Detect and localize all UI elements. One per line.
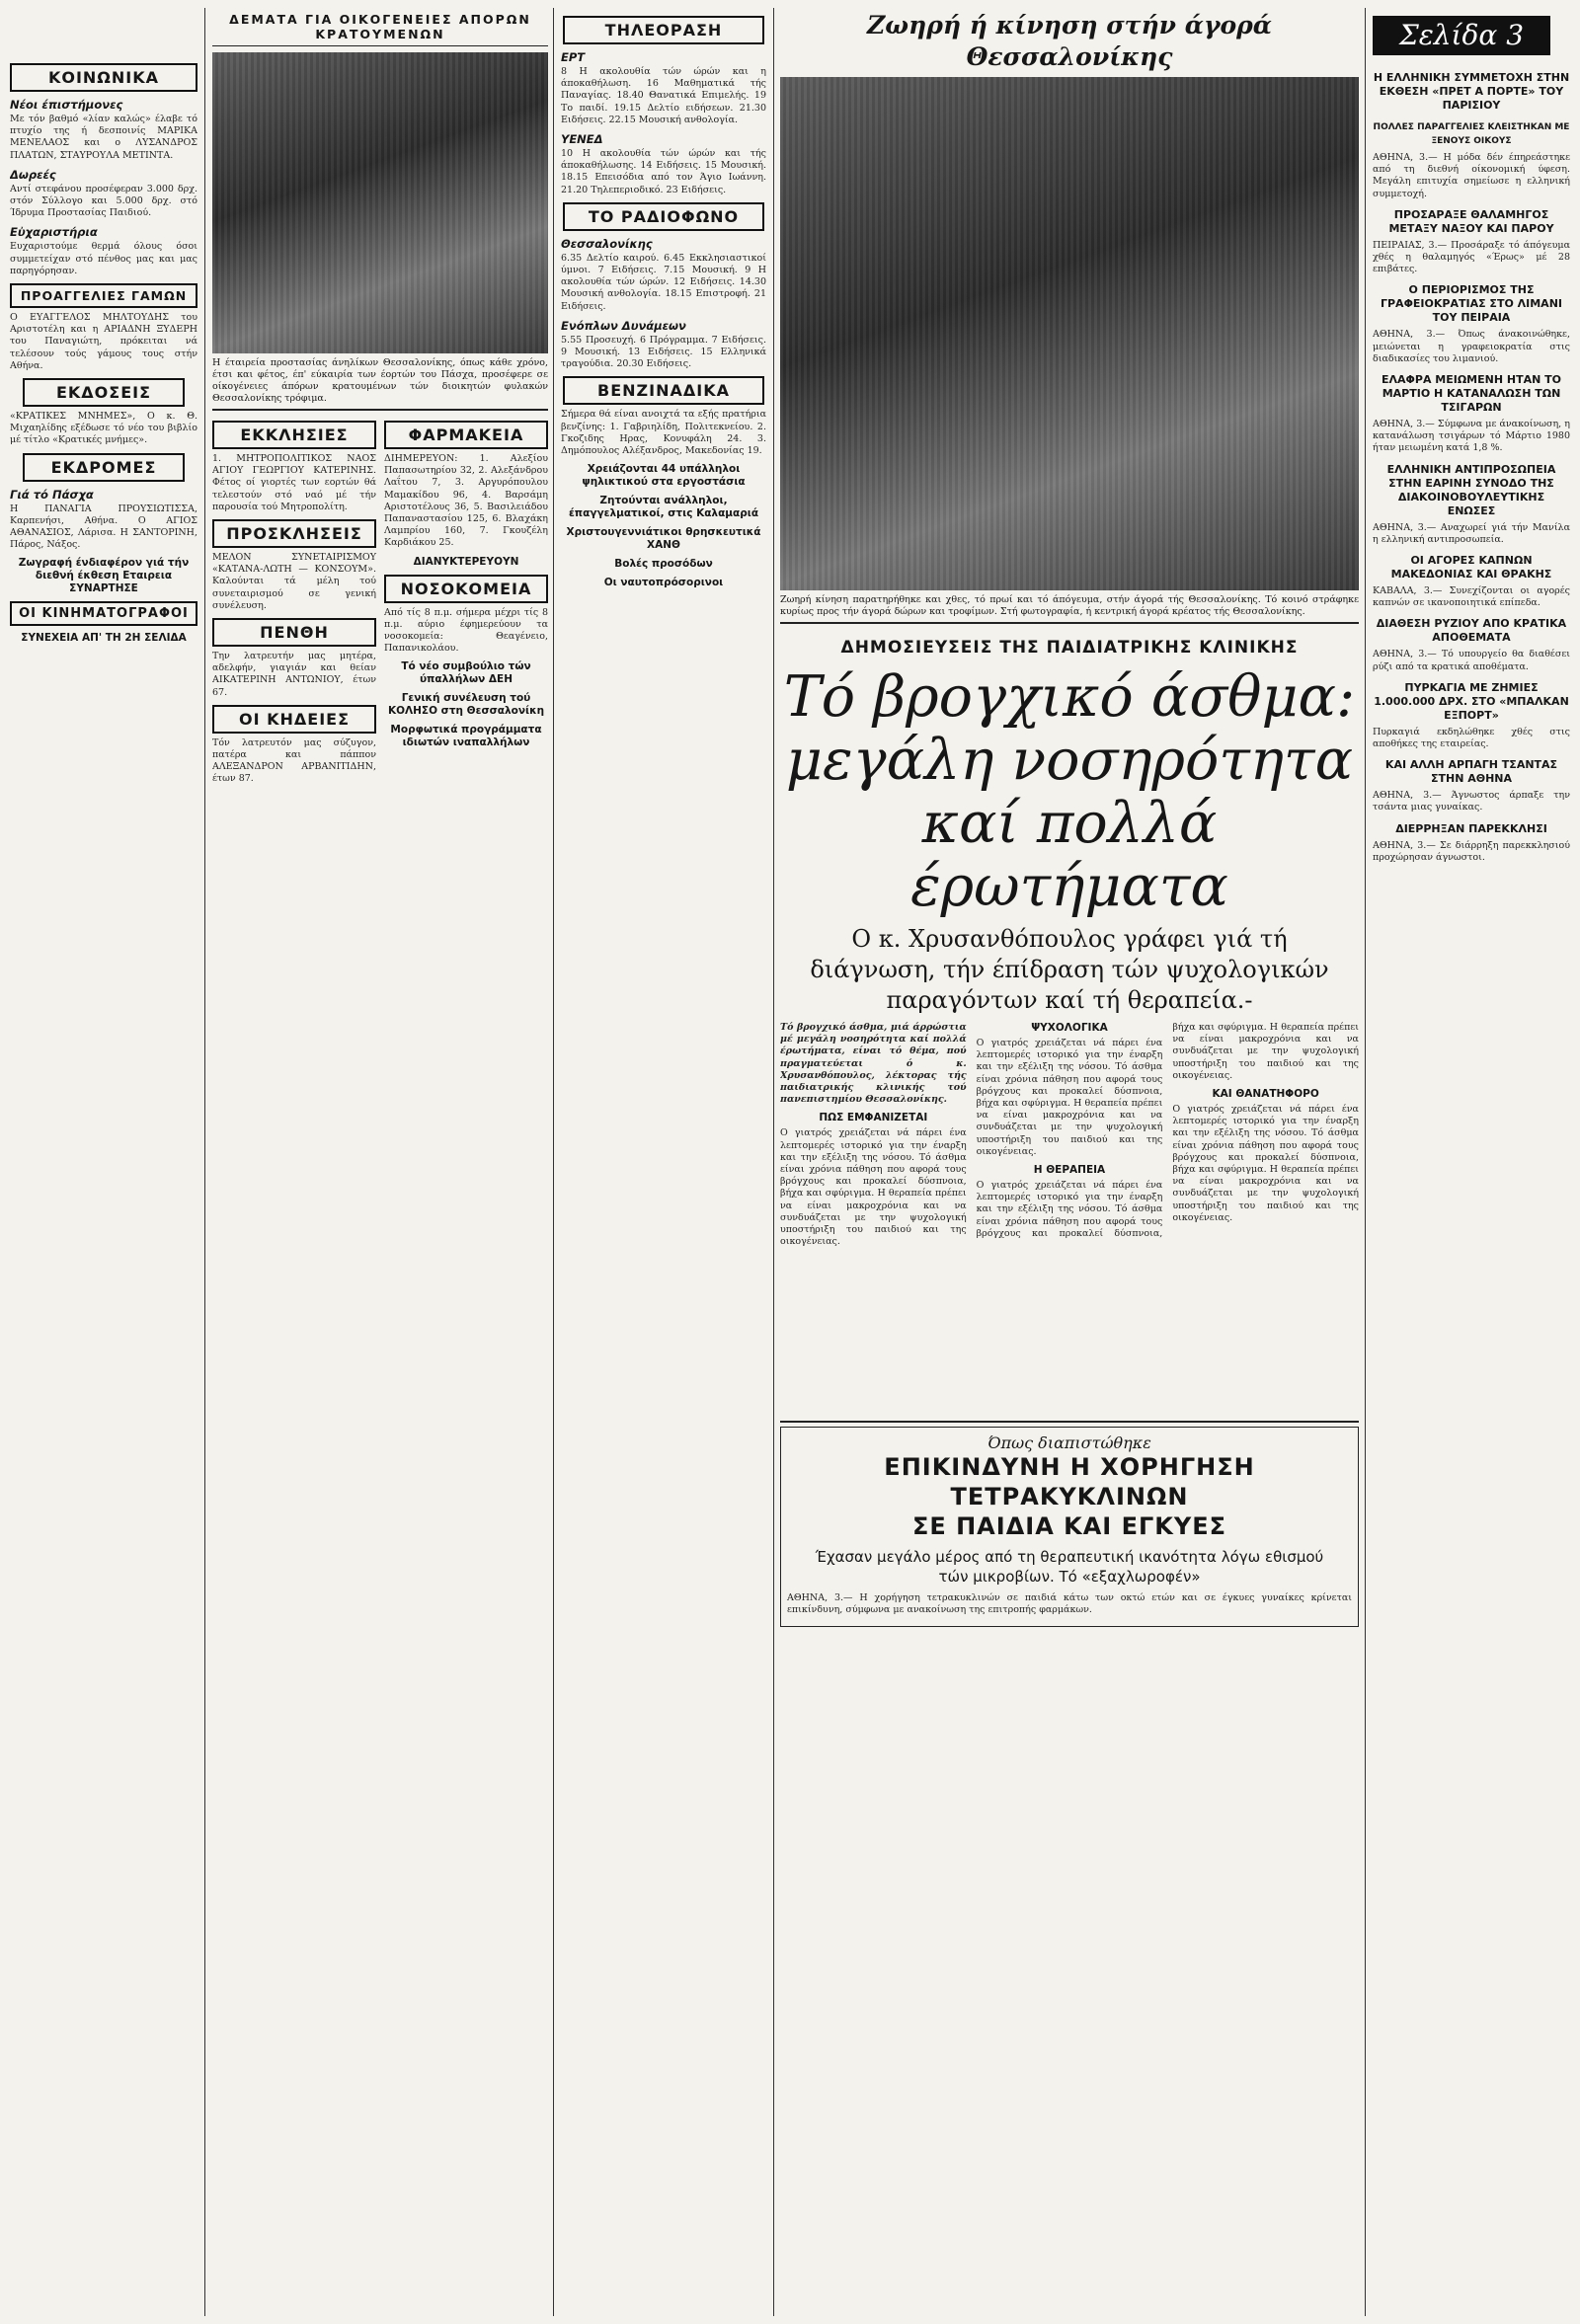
box-headline-1: ΕΠΙΚΙΝΔΥΝΗ Η ΧΟΡΗΓΗΣΗ [884,1453,1255,1481]
section-head-kideies: ΟΙ ΚΗΔΕΙΕΣ [212,705,375,734]
subhead-zitountai: Ζητούνται ανάλληλοι, έπαγγελματικοί, στις Καλαμαριά [568,495,759,520]
text-farmakeia: ΔΙΗΜΕΡΕΥΟΝ: 1. Αλεξίου Παπασωτηρίου 32, 2. Αλεξάνδρου Λαΐτου 7, 3. Αργυρόπουλου Μαμακίδου 96, 4. Βαρσάμη Αριστοτέλους 36, 5. Βασιλειάδου Παπαναστασίου 125, 6. Βλαχάκη Λαμπρίου 160, 7. Γκουζέλη Καρδιάκου 25. [384,453,548,549]
text-enoplon: 5.55 Προσευχή. 6 Πρόγραμμα. 7 Ειδήσεις. 9 Μουσική. 13 Ειδήσεις. 15 Ελληνικά τραγούδια. 20.30 Ειδήσεις. [561,334,766,370]
photo-headline: ΔΕΜΑΤΑ ΓΙΑ ΟΙΚΟΓΕΝΕΙΕΣ ΑΠΟΡΩΝ ΚΡΑΤΟΥΜΕΝΩΝ [212,10,548,46]
text-ekdoseis: «ΚΡΑΤΙΚΕΣ ΜΝΗΜΕΣ», Ο κ. Θ. Μιχαηλίδης εξέδωσε τό νέο του βιβλίο μέ τίτλο «Κρατικές μνήμες». [10,411,198,446]
headline-line-2: μεγάλη νοσηρότητα [785,728,1354,793]
brief-head-9: ΚΑΙ ΑΛΛΗ ΑΡΠΑΓΗ ΤΣΑΝΤΑΣ ΣΤΗΝ ΑΘΗΝΑ [1384,758,1558,786]
brief-head-6: ΟΙ ΑΓΟΡΕΣ ΚΑΠΝΩΝ ΜΑΚΕΔΟΝΙΑΣ ΚΑΙ ΘΡΑΚΗΣ [1390,554,1552,581]
subhead-thessaloniki: Θεσσαλονίκης [561,236,653,251]
brief-text-2: ΠΕΙΡΑΙΑΣ, 3.— Προσάραξε τό άπόγευμα χθές η θαλαμηγός «Έρως» μέ 28 επιβάτες. [1373,239,1570,275]
text-neoi: Με τόν βαθμό «λίαν καλώς» έλαβε τό πτυχίο της ή δεσποινίς ΜΑΡΙΚΑ ΜΕΝΕΛΑΟΣ και ο ΛΥΣΑΝΔΡΟΣ ΠΛΑΤΩΝ, ΣΤΑΥΡΟΥΛΑ ΜΕΤΙΝΤΑ. [10,114,198,161]
headline-line-1: Τό βρογχικό άσθμα: [783,664,1356,730]
brief-text-8: Πυρκαγιά εκδηλώθηκε χθές στις αποθήκες της εταιρείας. [1373,726,1570,750]
column-briefs [1373,63,1570,2316]
brief-head-5: ΕΛΛΗΝΙΚΗ ΑΝΤΙΠΡΟΣΩΠΕΙΑ ΣΤΗΝ ΕΑΡΙΝΗ ΣΥΝΟΔΟ ΤΗΣ ΔΙΑΚΟΙΝΟΒΟΥΛΕΥΤΙΚΗΣ ΕΝΩΣΕΣ [1386,462,1556,517]
standfirst: Ο κ. Χρυσανθόπουλος γράφει γιά τή διάγνωση, τήν έπίδραση τών ψυχολογικών παραγόντων καί τή θεραπεία.- [810,925,1329,1014]
photo-headline-agora: Ζωηρή ή κίνηση στήν άγορά Θεσσαλονίκης [866,11,1273,71]
section-head-ekklisies: ΕΚΚΛΗΣΙΕΣ [212,421,375,449]
brief-head-3: Ο ΠΕΡΙΟΡΙΣΜΟΣ ΤΗΣ ΓΡΑΦΕΙΟΚΡΑΤΙΑΣ ΣΤΟ ΛΙΜΑΝΙ ΤΟΥ ΠΕΙΡΑΙΑ [1380,283,1562,325]
text-radio: 6.35 Δελτίο καιρού. 6.45 Εκκλησιαστικοί ύμνοι. 7 Ειδήσεις. 7.15 Μουσική. 9 Η ακολουθία τών ώρών. 12 Ειδήσεις. 14.30 Μουσική ανθολογία. 18.15 Επιστροφή. 21 Ειδήσεις. [561,252,766,312]
section-head-gamoi: ΠΡΟΑΓΓΕΛΙΕΣ ΓΑΜΩΝ [10,283,198,308]
text-ert: 8 Η ακολουθία τών ώρών και η άποκαθήλωση. 16 Μαθηματικά τής Παναγίας. 18.40 Θανατικά Επιμελής. 19 Το παιδί. 19.15 Δελτίο ειδήσεων. 21.30 Ειδήσεις. 22.15 Μουσική ανθολογία. [561,66,766,125]
column-rule [773,8,774,2316]
notices-right [384,415,548,790]
subhead-enoplon: Ενόπλων Δυνάμεων [561,318,686,333]
subhead-diangykterevoun: ΔΙΑΝΥΚΤΕΡΕΥΟΥΝ [413,555,519,568]
box-text: ΑΘΗΝΑ, 3.— Η χορήγηση τετρακυκλινών σε παιδιά κάτω των οκτώ ετών και σε έγκυες γυναίκες κρίνεται επικίνδυνη, σύμφωνα με ανακοίνωση της επιτροπής φαρμάκων. [787,1592,1352,1616]
brief-head-8: ΠΥΡΚΑΓΙΑ ΜΕ ΖΗΜΙΕΣ 1.000.000 ΔΡΧ. ΣΤΟ «ΜΠΑΛΚΑΝ ΕΞΠΟΡΤ» [1374,680,1569,722]
page-number-tag: Σελίδα 3 [1373,16,1550,55]
article-text-1: Ο γιατρός χρειάζεται νά πάρει ένα λεπτομερές ιστορικό για την έναρξη και την εξέλιξη της νόσου. Τό άσθμα είναι χρόνια πάθηση που αφορά τους βρόγχους και προκαλεί δύσπνοια, βήχα και σφύριγμα. Η θεραπεία πρέπει να είναι μακροχρόνια και να συνδυάζεται με την ψυχολογική υποστήριξη του παιδιού και της οικογένειας. [780,1127,967,1248]
column-broadcast [561,10,766,2316]
text-penthi: Την λατρευτήν μας μητέρα, αδελφήν, γιαγιάν και θείαν ΑΙΚΑΤΕΡΙΝΗ ΑΝΤΩΝΙΟΥ, έτων 67. [212,651,376,698]
divider [780,1421,1359,1423]
kicker-paidiatriki: ΔΗΜΟΣΙΕΥΣΕΙΣ ΤΗΣ ΠΑΙΔΙΑΤΡΙΚΗΣ ΚΛΙΝΙΚΗΣ [840,638,1299,658]
brief-subhead-1: ΠΟΛΛΕΣ ΠΑΡΑΓΓΕΛΙΕΣ ΚΛΕΙΣΤΗΚΑΝ ΜΕ ΞΕΝΟΥΣ ΟΙΚΟΥΣ [1373,122,1570,146]
subhead-therapeia: Η ΘΕΡΑΠΕΙΑ [1033,1164,1106,1177]
section-head-tileorasi: ΤΗΛΕΟΡΑΣΗ [563,16,763,44]
text-nosokomeia: Από τίς 8 π.μ. σήμερα μέχρι τίς 8 π.μ. αύριο έφημερεύουν τα νοσοκομεία: Θεαγένειο, Παπανικολάου. [384,606,548,655]
box-headline-2: ΤΕΤΡΑΚΥΚΛΙΝΩΝ [950,1483,1189,1511]
photo-caption-agora: Ζωηρή κίνηση παρατηρήθηκε και χθες, τό πρωί και τό άπόγευμα, στήν άγορά τής Θεσσαλονίκης. Τό κοινό στράφηκε κυρίως προς τήν άγορά δώρων και τροφίμων. Στή φωτογραφία, ή κεντρική άγορά κρέατος τής Θεσσαλονίκης. [780,594,1359,617]
notices-grid [212,415,548,790]
subhead-dorees: Δωρεές [10,167,56,182]
article-intro: Τό βρογχικό άσθμα, μιά άρρώστια μέ μεγάλη νοσηρότητα καί πολλά έρωτήματα, είναι τό θέμα, πού πραγματεύεται ό κ. Χρυσανθόπουλος, λέκτορας τής παιδιατρικής κλινικής τού πανεπιστημίου Θεσσαλονίκης. [780,1022,967,1106]
brief-text-1: ΑΘΗΝΑ, 3.— Η μόδα δέν έπηρεάστηκε από τη διεθνή οίκονομική ύφεση. Μεγάλη επιτυχία σημείωσε η ελληνική συμμετοχή. [1373,152,1570,199]
section-head-nosokomeia: ΝΟΣΟΚΟΜΕΙΑ [384,575,547,603]
section-head-penthi: ΠΕΝΘΗ [212,618,375,647]
brief-head-1: Η ΕΛΛΗΝΙΚΗ ΣΥΜΜΕΤΟΧΗ ΣΤΗΝ ΕΚΘΕΣΗ «ΠΡΕΤ Α ΠΟΡΤΕ» ΤΟΥ ΠΑΡΙΣΙΟΥ [1373,71,1570,112]
box-subhead: Έχασαν μεγάλο μέρος από τη θεραπευτική ικανότητα λόγω εθισμού τών μικροβίων. Τό «εξαχλωροφέν» [815,1548,1324,1586]
subhead-koinoniki: Γενική συνέλευση τού ΚΟΛΗΣΟ στη Θεσσαλονίκη [387,692,545,718]
subhead-yened: ΥΕΝΕΔ [561,132,603,147]
subhead-xreiazetai: Χρειάζονται 44 υπάλληλοι ψηλικτικού στα εργοστάσια [582,463,746,489]
brief-text-5: ΑΘΗΝΑ, 3.— Αναχωρεί γιά τήν Μανίλα η ελληνική αντιπροσωπεία. [1373,521,1570,545]
article-text-4: Ο γιατρός χρειάζεται νά πάρει ένα λεπτομερές ιστορικό για την έναρξη και την εξέλιξη της νόσου. Τό άσθμα είναι χρόνια πάθηση που αφορά τους βρόγχους και προκαλεί δύσπνοια, βήχα και σφύριγμα. Η θεραπεία πρέπει να είναι μακροχρόνια και να συνδυάζεται με την ψυχολογική υποστήριξη του παιδιού και της οικογένειας. [1172,1104,1359,1223]
subhead-psychologia: ΨΥΧΟΛΟΓΙΚΑ [1031,1022,1108,1034]
brief-text-7: ΑΘΗΝΑ, 3.— Τό υπουργείο θα διαθέσει ρύζι από τα κρατικά αποθέματα. [1373,649,1570,672]
article-text-2: Ο γιατρός χρειάζεται νά πάρει ένα λεπτομερές ιστορικό για την έναρξη και την εξέλιξη της νόσου. Τό άσθμα είναι χρόνια πάθηση που αφορά τους βρόγχους και προκαλεί δύσπνοια, βήχα και σφύριγμα. Η θεραπεία πρέπει να είναι μακροχρόνια και να συνδυάζεται με την ψυχολογική υποστήριξη του παιδιού και της οικογένειας. [976,1038,1163,1157]
photo-agora [780,77,1359,590]
section-head-venzinadika: ΒΕΝΖΙΝΑΔΙΚΑ [563,376,763,405]
column-notices [212,10,548,2316]
text-ekklisies: 1. ΜΗΤΡΟΠΟΛΙΤΙΚΟΣ ΝΑΟΣ ΑΓΙΟΥ ΓΕΩΡΓΙΟΥ ΚΑΤΕΡΙΝΗΣ. Φέτος οί γιορτές των εορτών θά τελεστούν στό ναό μέ τήν παρουσία τού Μητροπολίτη. [212,453,376,512]
subhead-pascha: Γιά τό Πάσχα [10,487,94,502]
column-rule [553,8,554,2316]
photo-kratoumenoi [212,52,548,353]
text-proskliseis: ΜΕΛΟΝ ΣΥΝΕΤΑΙΡΙΣΜΟΥ «ΚΑΤΑΝΑ-ΛΩΤΗ — ΚΟΝΣΟΥΜ». Καλούνται τά μέλη τού συνεταιρισμού σε γενική συνέλευση. [212,552,376,611]
subhead-kinimatografoi: ΣΥΝΕΧΕΙΑ ΑΠ' ΤΗ 2Η ΣΕΛΙΔΑ [21,632,187,645]
subhead-emfanizetai: ΠΩΣ ΕΜΦΑΝΙΖΕΤΑΙ [819,1112,928,1124]
brief-text-3: ΑΘΗΝΑ, 3.— Όπως άνακοινώθηκε, μειώνεται η γραφειοκρατία στις διαδικασίες του λιμανιού. [1373,329,1570,364]
brief-text-6: ΚΑΒΑΛΑ, 3.— Συνεχίζονται οι αγορές καπνών σε ικανοποιητικά επίπεδα. [1373,585,1570,609]
brief-head-7: ΔΙΑΘΕΣΗ ΡΥΖΙΟΥ ΑΠΟ ΚΡΑΤΙΚΑ ΑΠΟΘΕΜΑΤΑ [1376,617,1567,645]
subhead-morfotika: Μορφωτικά προγράμματα ιδιωτών ιναπαλλήλων [390,724,542,749]
section-head-kinimatografoi: ΟΙ ΚΙΝΗΜΑΤΟΓΡΑΦΟΙ [10,601,198,626]
section-head-proskliseis: ΠΡΟΣΚΛΗΣΕΙΣ [212,519,375,548]
subhead-neoi: Νέοι έπιστήμονες [10,98,123,112]
subhead-to-neo: Τό νέο συμβούλιο τών ύπαλλήλων ΔΕΗ [401,660,531,686]
column-rule [204,8,205,2316]
text-dorees: Αντί στεφάνου προσέφεραν 3.000 δρχ. στόν Σύλλογο και 5.000 δρχ. στό Ίδρυμα Προστασίας Παιδιού. [10,183,198,219]
section-head-farmakeia: ΦΑΡΜΑΚΕΙΑ [384,421,547,449]
text-yened: 10 Η ακολουθία τών ώρών και τής άποκαθήλωσης. 14 Ειδήσεις. 15 Μουσική. 18.15 Επεισόδια από τον Άγιο Ιωάννη. 21.20 Τηλεπεριοδικό. 23 Ειδήσεις. [561,148,766,195]
text-kideies: Τόν λατρευτόν μας σύζυγον, πατέρα και πάππον ΑΛΕΞΑΝΔΡΟΝ ΑΡΒΑΝΙΤΙΔΗΝ, έτων 87. [212,736,376,785]
section-head-ekdromes: ΕΚΔΡΟΜΕΣ [23,453,185,482]
notices-left [212,415,376,790]
photo-caption: Η έταιρεία προστασίας άνηλίκων Θεσσαλονίκης, όπως κάθε χρόνο, έτσι και φέτος, έπ' εύκαιρία των έορτών του Πάσχα, προσέφερε σε οίκογένειες άπόρων κρατουμένων τών διοικητών φυλακών Θεσσαλονίκης τρόφιμα. [212,357,548,404]
brief-head-10: ΔΙΕΡΡΗΞΑΝ ΠΑΡΕΚΚΛΗΣΙ [1395,821,1547,835]
subhead-ert: ΕΡΤ [561,50,586,64]
box-headline-3: ΣΕ ΠΑΙΔΙΑ ΚΑΙ ΕΓΚΥΕΣ [911,1512,1227,1540]
text-pascha: Η ΠΑΝΑΓΙΑ ΠΡΟΥΣΙΩΤΙΣΣΑ, Καρπενήσι, Αθήνα. Ο ΑΓΙΟΣ ΑΘΑΝΑΣΙΟΣ, Λάρισα. Η ΣΑΝΤΟΡΙΝΗ, Πάρος, Νάξος. [10,503,198,551]
brief-text-9: ΑΘΗΝΑ, 3.— Άγνωστος άρπαξε την τσάντα μιας γυναίκας. [1373,790,1570,813]
subhead-zografi: Ζωγραφή ένδιαφέρον γιά τήν διεθνή έκθεση Εταιρεια ΣΥΝΑΡΤΗΣΕ [18,557,190,595]
article-body [780,1022,1359,1417]
text-venzinadika: Σήμερα θά είναι ανοιχτά τα εξής πρατήρια βενζίνης: 1. Γαβριηλίδη, Πολιτεκνείου. 2. Γκοζιδης Ηρας, Κονυφάλη 24. 3. Δημόπουλος Αλέξανδρος, Μακεδονίας 19. [561,409,766,457]
section-head-radiofono: ΤΟ ΡΑΔΙΟΦΩΝΟ [563,202,763,231]
brief-text-4: ΑΘΗΝΑ, 3.— Σύμφωνα με άνακοίνωση, η κατανάλωση τσιγάρων τό Μάρτιο 1980 ήταν μειωμένη κατά 1,8 %. [1373,419,1570,454]
column-social [10,10,198,2316]
subhead-eucharist: Εὐχαριστήρια [10,225,98,240]
text-gamoi: Ο ΕΥΑΓΓΕΛΟΣ ΜΗΛΤΟΥΔΗΣ του Αριστοτέλη και η ΑΡΙΑΔΝΗ ΞΥΔΕΡΗ του Παναγιώτη, πρόκειται νά τελέσουν τούς γάμους τους στήν Αθήνα. [10,312,198,371]
subhead-xristoyrikoi: Χριστουγεννιάτικοι θρησκευτικά ΧΑΝΘ [566,526,761,552]
column-rule [1365,8,1366,2316]
headline-line-3: καί πολλά έρωτήματα [910,791,1228,919]
brief-head-2: ΠΡΟΣΑΡΑΞΕ ΘΑΛΑΜΗΓΟΣ ΜΕΤΑΞΥ ΝΑΞΟΥ ΚΑΙ ΠΑΡΟΥ [1388,207,1554,235]
brief-text-10: ΑΘΗΝΑ, 3.— Σε διάρρηξη παρεκκλησιού προχώρησαν άγνωστοι. [1373,839,1570,863]
brief-head-4: ΕΛΑΦΡΑ ΜΕΙΩΜΕΝΗ ΗΤΑΝ ΤΟ ΜΑΡΤΙΟ Η ΚΑΤΑΝΑΛΩΣΗ ΤΩΝ ΤΣΙΓΑΡΩΝ [1381,373,1561,415]
tetracycline-box [780,1427,1359,1627]
column-main [780,10,1359,2316]
text-eucharist: Ευχαριστούμε θερμά όλους όσοι συμμετείχαν στό πένθος μας και μας παρηγόρησαν. [10,241,198,276]
divider [780,622,1359,624]
subhead-thanatiforo: ΚΑΙ ΘΑΝΑΤΗΦΟΡΟ [1212,1088,1319,1101]
article-text-3: Ο γιατρός χρειάζεται νά πάρει ένα λεπτομερές ιστορικό για την έναρξη και την εξέλιξη της νόσου. Τό άσθμα είναι χρόνια πάθηση που αφορά τους βρόγχους και προκαλεί δύσπνοια, βήχα και σφύριγμα. Η θεραπεία πρέπει να είναι μακροχρόνια και να συνδυάζεται με την ψυχολογική υποστήριξη του παιδιού και της οικογένειας. [976,1022,1359,1239]
divider [212,409,548,411]
box-kicker: Όπως διαπιστώθηκε [988,1433,1151,1452]
section-head-koinonika: ΚΟΙΝΩΝΙΚΑ [10,63,198,92]
section-head-ekdoseis: ΕΚΔΟΣΕΙΣ [23,378,185,407]
subhead-voliis: Βολές προσόδων [614,558,713,571]
subhead-nautoprosorinos: Οι ναυτοπρόσορινοι [603,577,724,589]
